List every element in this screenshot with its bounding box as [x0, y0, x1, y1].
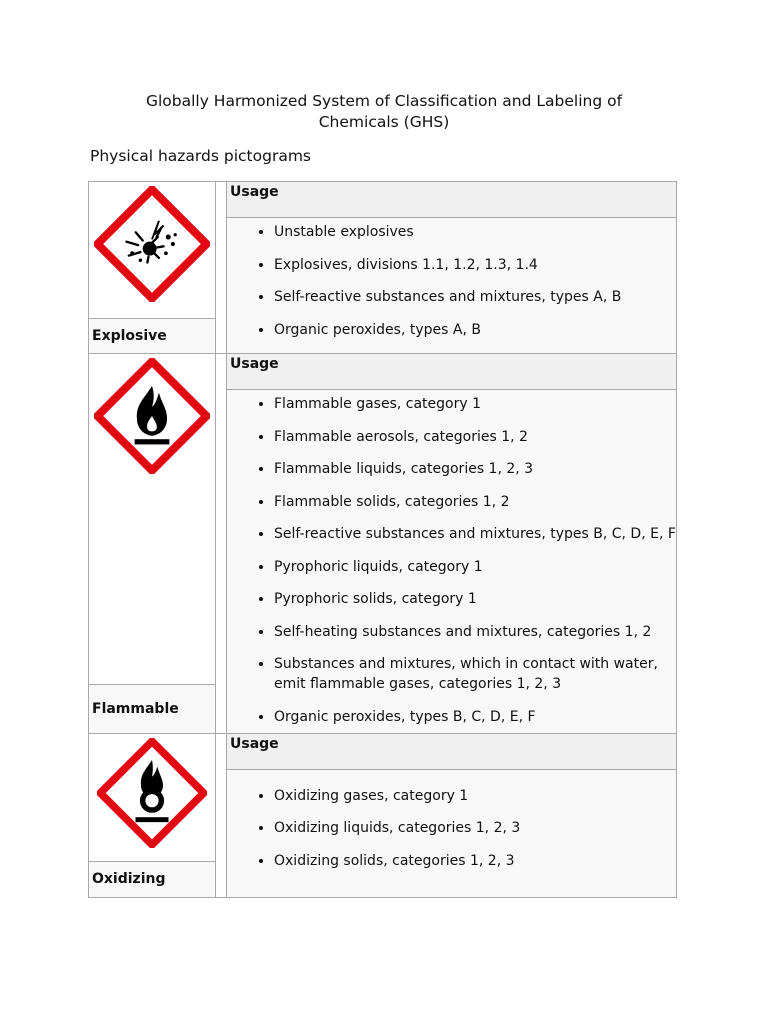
hazards-table	[88, 181, 677, 898]
list-item: • Flammable liquids, categories 1, 2, 3	[274, 459, 676, 479]
list-item: • Organic peroxides, types A, B	[274, 320, 676, 340]
flame-icon	[94, 358, 210, 474]
usage-list-cell	[227, 218, 676, 353]
list-item: • Pyrophoric solids, category 1	[274, 589, 676, 609]
hazard-name-oxidizing: Oxidizing	[89, 862, 215, 897]
pictogram-cell	[89, 734, 215, 861]
section-heading: Physical hazards pictograms	[90, 147, 311, 165]
list-item: • Self-heating substances and mixtures, categories 1, 2	[274, 622, 676, 642]
list-item: • Oxidizing solids, categories 1, 2, 3	[274, 851, 676, 871]
usage-list-cell	[227, 390, 676, 733]
list-item: • Oxidizing liquids, categories 1, 2, 3	[274, 818, 676, 838]
document-title-line-2: Chemicals (GHS)	[318, 113, 450, 131]
list-item: • Organic peroxides, types B, C, D, E, F	[274, 707, 676, 727]
list-item: • Oxidizing gases, category 1	[274, 786, 676, 806]
document-title	[0, 91, 768, 133]
flame-over-circle-icon	[97, 738, 207, 848]
usage-header: Usage	[227, 734, 676, 769]
hazard-row-flammable-top	[89, 354, 676, 389]
hazard-name-explosive: Explosive	[89, 319, 215, 353]
list-item: • Self-reactive substances and mixtures, types B, C, D, E, F	[274, 524, 676, 544]
list-item: • Explosives, divisions 1.1, 1.2, 1.3, 1.4	[274, 255, 676, 275]
usage-list-explosive	[227, 218, 676, 346]
pictogram-cell	[89, 182, 215, 318]
list-item: • Self-reactive substances and mixtures, types A, B	[274, 287, 676, 307]
hazard-row-oxidizing-top	[89, 734, 676, 769]
list-item: • Unstable explosives	[274, 222, 676, 242]
pictogram-cell	[89, 354, 215, 684]
usage-header: Usage	[227, 182, 676, 217]
list-item: • Flammable aerosols, categories 1, 2	[274, 427, 676, 447]
usage-list-cell	[227, 770, 676, 897]
list-item: • Pyrophoric liquids, category 1	[274, 557, 676, 577]
usage-list-oxidizing	[227, 782, 676, 877]
list-item: • Flammable solids, categories 1, 2	[274, 492, 676, 512]
hazard-name-flammable: Flammable	[89, 685, 215, 732]
document-title-line-1: Globally Harmonized System of Classification and Labeling of	[145, 92, 623, 110]
list-item: • Flammable gases, category 1	[274, 394, 676, 414]
list-item: • Substances and mixtures, which in contact with water, emit flammable gases, categories 1, 2, 3	[274, 654, 676, 694]
hazard-row-explosive-top	[89, 182, 676, 217]
usage-list-flammable	[227, 390, 676, 733]
exploding-bomb-icon	[94, 186, 210, 302]
usage-header: Usage	[227, 354, 676, 389]
